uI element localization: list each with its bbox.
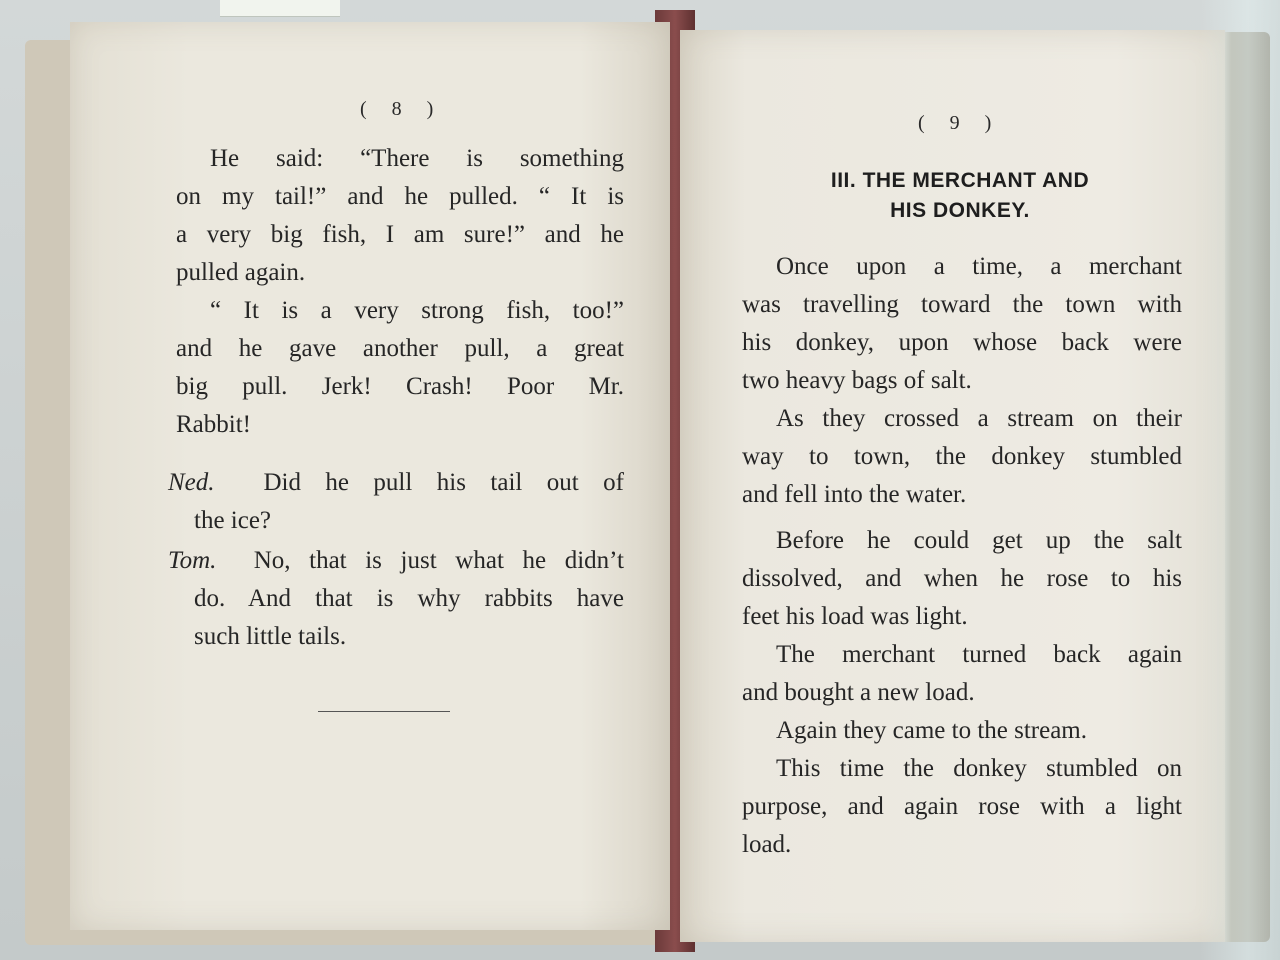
text-line: This time the donkey stumbled on <box>776 755 1182 782</box>
chapter-title-line: III. THE MERCHANT AND <box>830 169 1090 192</box>
dialogue-text: Did he pull his tail out of <box>263 469 624 496</box>
right-page-body <box>742 248 1182 864</box>
paragraph <box>742 400 1182 514</box>
dialogue-line: such little tails. <box>194 623 347 650</box>
text-line: “ It is a very strong fish, too!” <box>210 297 624 324</box>
dialogue-first-line <box>168 464 624 502</box>
dialogue-first-line <box>168 542 624 580</box>
text-line: Again they came to the stream. <box>776 717 1087 744</box>
text-line: two heavy bags of salt. <box>742 367 972 394</box>
paragraph <box>176 140 624 292</box>
text-line: and fell into the water. <box>742 481 967 508</box>
section-divider <box>318 711 450 712</box>
paragraph <box>742 636 1182 712</box>
text-line: The merchant turned back again <box>776 641 1182 668</box>
paragraph <box>176 292 624 444</box>
text-line: Once upon a time, a merchant <box>776 253 1182 280</box>
paragraph <box>742 750 1182 864</box>
speaker-name: Tom. <box>168 547 217 574</box>
chapter-title-line: HIS DONKEY. <box>890 199 1030 222</box>
text-line: on my tail!” and he pulled. “ It is <box>176 183 624 210</box>
paper-slip <box>220 0 340 17</box>
paragraph <box>742 248 1182 400</box>
right-page-number: ( 9 ) <box>918 112 1002 134</box>
text-line: As they crossed a stream on their <box>776 405 1182 432</box>
dialogue-ned <box>168 464 624 540</box>
dialogue-text: No, that is just what he didn’t <box>253 547 625 574</box>
text-line: Rabbit! <box>176 411 251 438</box>
text-line: and he gave another pull, a great <box>176 335 624 362</box>
dialogue-line: do. And that is why rabbits have <box>194 585 624 612</box>
text-line: his donkey, upon whose back were <box>742 329 1182 356</box>
dialogue-line: the ice? <box>194 507 272 534</box>
text-line: He said: “There is something <box>210 145 624 172</box>
text-line: big pull. Jerk! Crash! Poor Mr. <box>176 373 624 400</box>
text-line: feet his load was light. <box>742 603 968 630</box>
text-line: dissolved, and when he rose to his <box>742 565 1182 592</box>
left-page-body <box>176 140 624 444</box>
text-line: a very big fish, I am sure!” and he <box>176 221 624 248</box>
text-line: Before he could get up the salt <box>776 527 1182 554</box>
text-line: pulled again. <box>176 259 306 286</box>
glass-edge <box>1200 0 1280 960</box>
dialogue-tom <box>168 542 624 656</box>
paragraph <box>742 522 1182 636</box>
text-line: purpose, and again rose with a light <box>742 793 1182 820</box>
text-line: way to town, the donkey stumbled <box>742 443 1182 470</box>
chapter-title <box>790 166 1130 226</box>
text-line: and bought a new load. <box>742 679 975 706</box>
paragraph <box>742 712 1182 750</box>
left-page-number: ( 8 ) <box>360 98 444 120</box>
text-line: load. <box>742 831 792 858</box>
speaker-name: Ned. <box>168 469 215 496</box>
text-line: was travelling toward the town with <box>742 291 1182 318</box>
